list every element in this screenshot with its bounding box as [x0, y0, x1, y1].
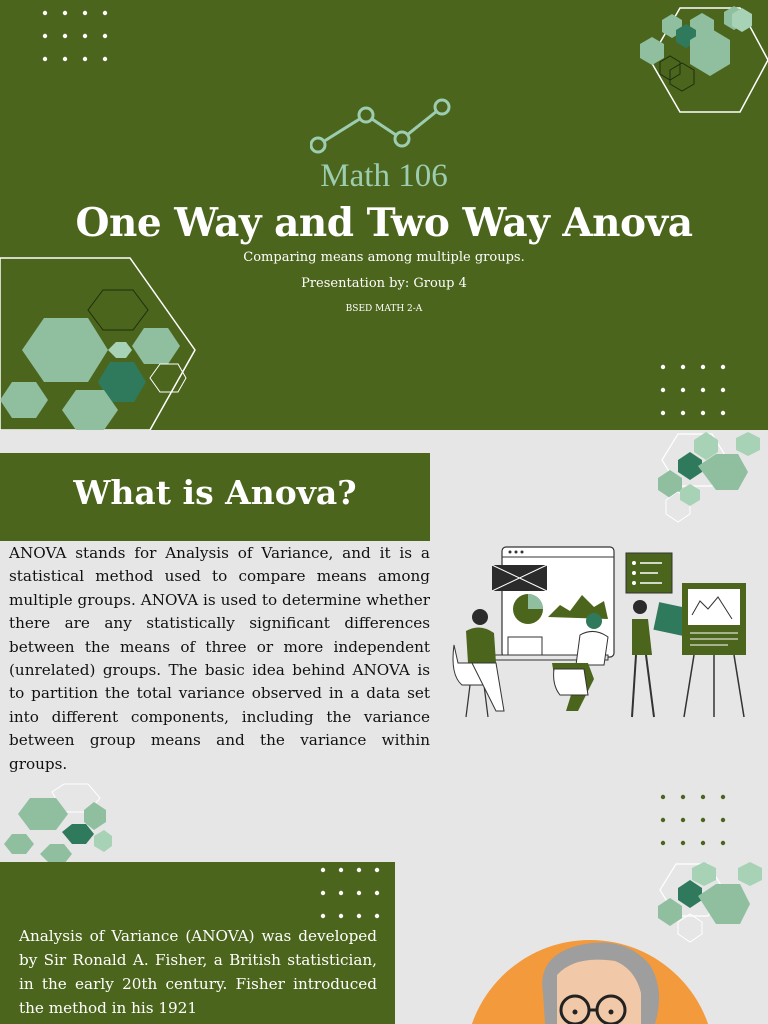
dot-grid-icon	[315, 862, 390, 920]
hexagon-cluster-icon	[650, 430, 768, 540]
hexagon-cluster-icon	[620, 0, 768, 125]
history-paragraph: Analysis of Variance (ANOVA) was developed by Sir Ronald A. Fisher, a British statistician, in the early 20th century. Fisher introduced the method in his 1921	[19, 927, 377, 1017]
dot-grid-icon	[658, 362, 733, 420]
dot-grid-icon	[40, 8, 115, 66]
section-label: BSED MATH 2-A	[345, 304, 423, 314]
page-title: One Way and Two Way Anova	[75, 200, 693, 246]
line-graph-icon	[310, 95, 458, 155]
hero-section	[0, 0, 768, 430]
section-heading: What is Anova?	[73, 473, 357, 512]
presenter-line: Presentation by: Group 4	[301, 276, 467, 291]
fisher-portrait-illustration	[465, 935, 768, 1024]
course-code: Math 106	[320, 158, 448, 194]
what-is-paragraph: ANOVA stands for Analysis of Variance, and it is a statistical method used to compare means among multiple groups. ANOVA is used to determine whether there are any statistically significant differences between the means of three or more independent (unrelated) groups. The basic idea behind ANOVA is to partition the total variance observed in a data set into different components, including the variance between group means and the variance within groups.	[9, 544, 430, 773]
team-meeting-illustration	[448, 545, 768, 725]
subtitle: Comparing means among multiple groups.	[243, 250, 525, 265]
hexagon-cluster-icon	[0, 780, 120, 870]
dot-grid-icon	[658, 792, 733, 850]
